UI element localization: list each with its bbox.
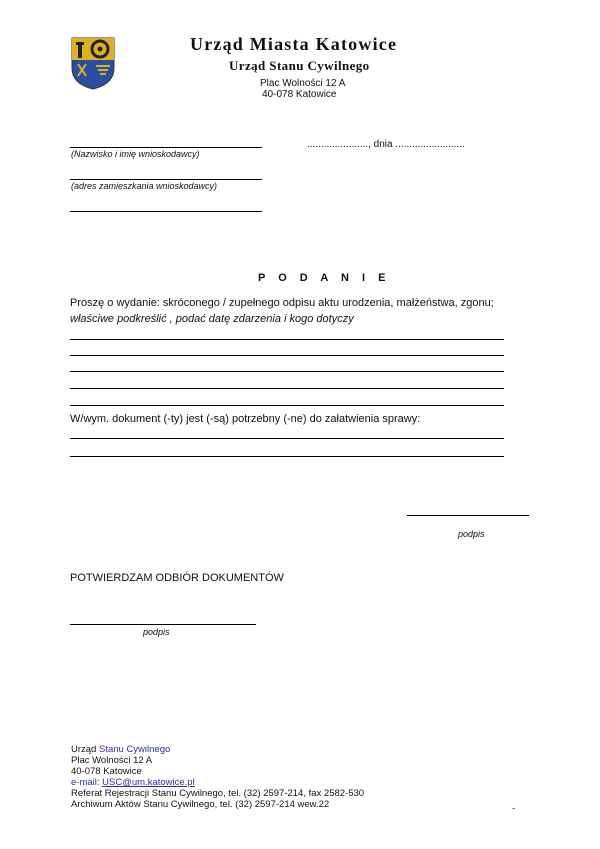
footer-registration: Referat Rejestracji Stanu Cywilnego, tel. (32) 2597-214, fax 2582-530 bbox=[71, 788, 365, 799]
applicant-address-label: (adres zamieszkania wnioskodawcy) bbox=[71, 181, 218, 191]
footer-street: Plac Wolności 12 A bbox=[71, 755, 153, 766]
page-mark: - bbox=[512, 803, 516, 814]
applicant-signature-label: podpis bbox=[458, 529, 485, 539]
footer-city: 40-078 Katowice bbox=[71, 766, 142, 777]
footer-email-label: e-mail: bbox=[71, 777, 103, 788]
header-address-city: 40-078 Katowice bbox=[262, 89, 337, 100]
katowice-coat-of-arms-icon bbox=[70, 36, 116, 90]
applicant-name-label: (Nazwisko i imię wnioskodawcy) bbox=[71, 149, 200, 159]
receipt-signature-label: podpis bbox=[143, 627, 170, 637]
applicant-address-line[interactable] bbox=[70, 179, 262, 180]
applicant-address-line-2[interactable] bbox=[70, 211, 262, 212]
footer-email-link[interactable]: USC@um.katowice.pl bbox=[102, 777, 195, 788]
request-details-line[interactable] bbox=[70, 388, 504, 389]
footer-archive: Archiwum Aktów Stanu Cywilnego, tel. (32) 2597-214 wew.22 bbox=[71, 799, 330, 810]
applicant-signature-line[interactable] bbox=[407, 515, 529, 516]
request-details-line[interactable] bbox=[70, 355, 504, 356]
page-title: Urząd Miasta Katowice bbox=[190, 34, 398, 54]
request-details-line[interactable] bbox=[70, 405, 504, 406]
purpose-text: W/wym. dokument (-ty) jest (-są) potrzebny (-ne) do załatwienia sprawy: bbox=[70, 413, 421, 425]
request-details-line[interactable] bbox=[70, 371, 504, 372]
place-date-field[interactable]: ......................, dnia ......................... bbox=[307, 139, 465, 150]
footer-email-row bbox=[71, 777, 195, 788]
applicant-name-line[interactable] bbox=[70, 147, 262, 148]
purpose-details-line[interactable] bbox=[70, 456, 504, 457]
confirmation-text: POTWIERDZAM ODBIÓR DOKUMENTÓW bbox=[70, 572, 284, 584]
purpose-details-line[interactable] bbox=[70, 438, 504, 439]
request-text: Proszę o wydanie: skróconego / zupełnego odpisu aktu urodzenia, małżeństwa, zgonu; bbox=[70, 297, 494, 309]
header-address-street: Plac Wolności 12 A bbox=[260, 78, 346, 89]
receipt-signature-line[interactable] bbox=[70, 624, 256, 625]
form-heading: P O D A N I E bbox=[258, 272, 391, 284]
request-hint: właściwe podkreślić , podać datę zdarzenia i kogo dotyczy bbox=[70, 313, 354, 325]
footer-office-prefix: Urząd bbox=[71, 744, 97, 755]
page-subtitle: Urząd Stanu Cywilnego bbox=[229, 58, 370, 73]
footer-office-suffix: Stanu Cywilnego bbox=[96, 744, 171, 755]
request-details-line[interactable] bbox=[70, 339, 504, 340]
footer-office-name bbox=[71, 744, 170, 755]
